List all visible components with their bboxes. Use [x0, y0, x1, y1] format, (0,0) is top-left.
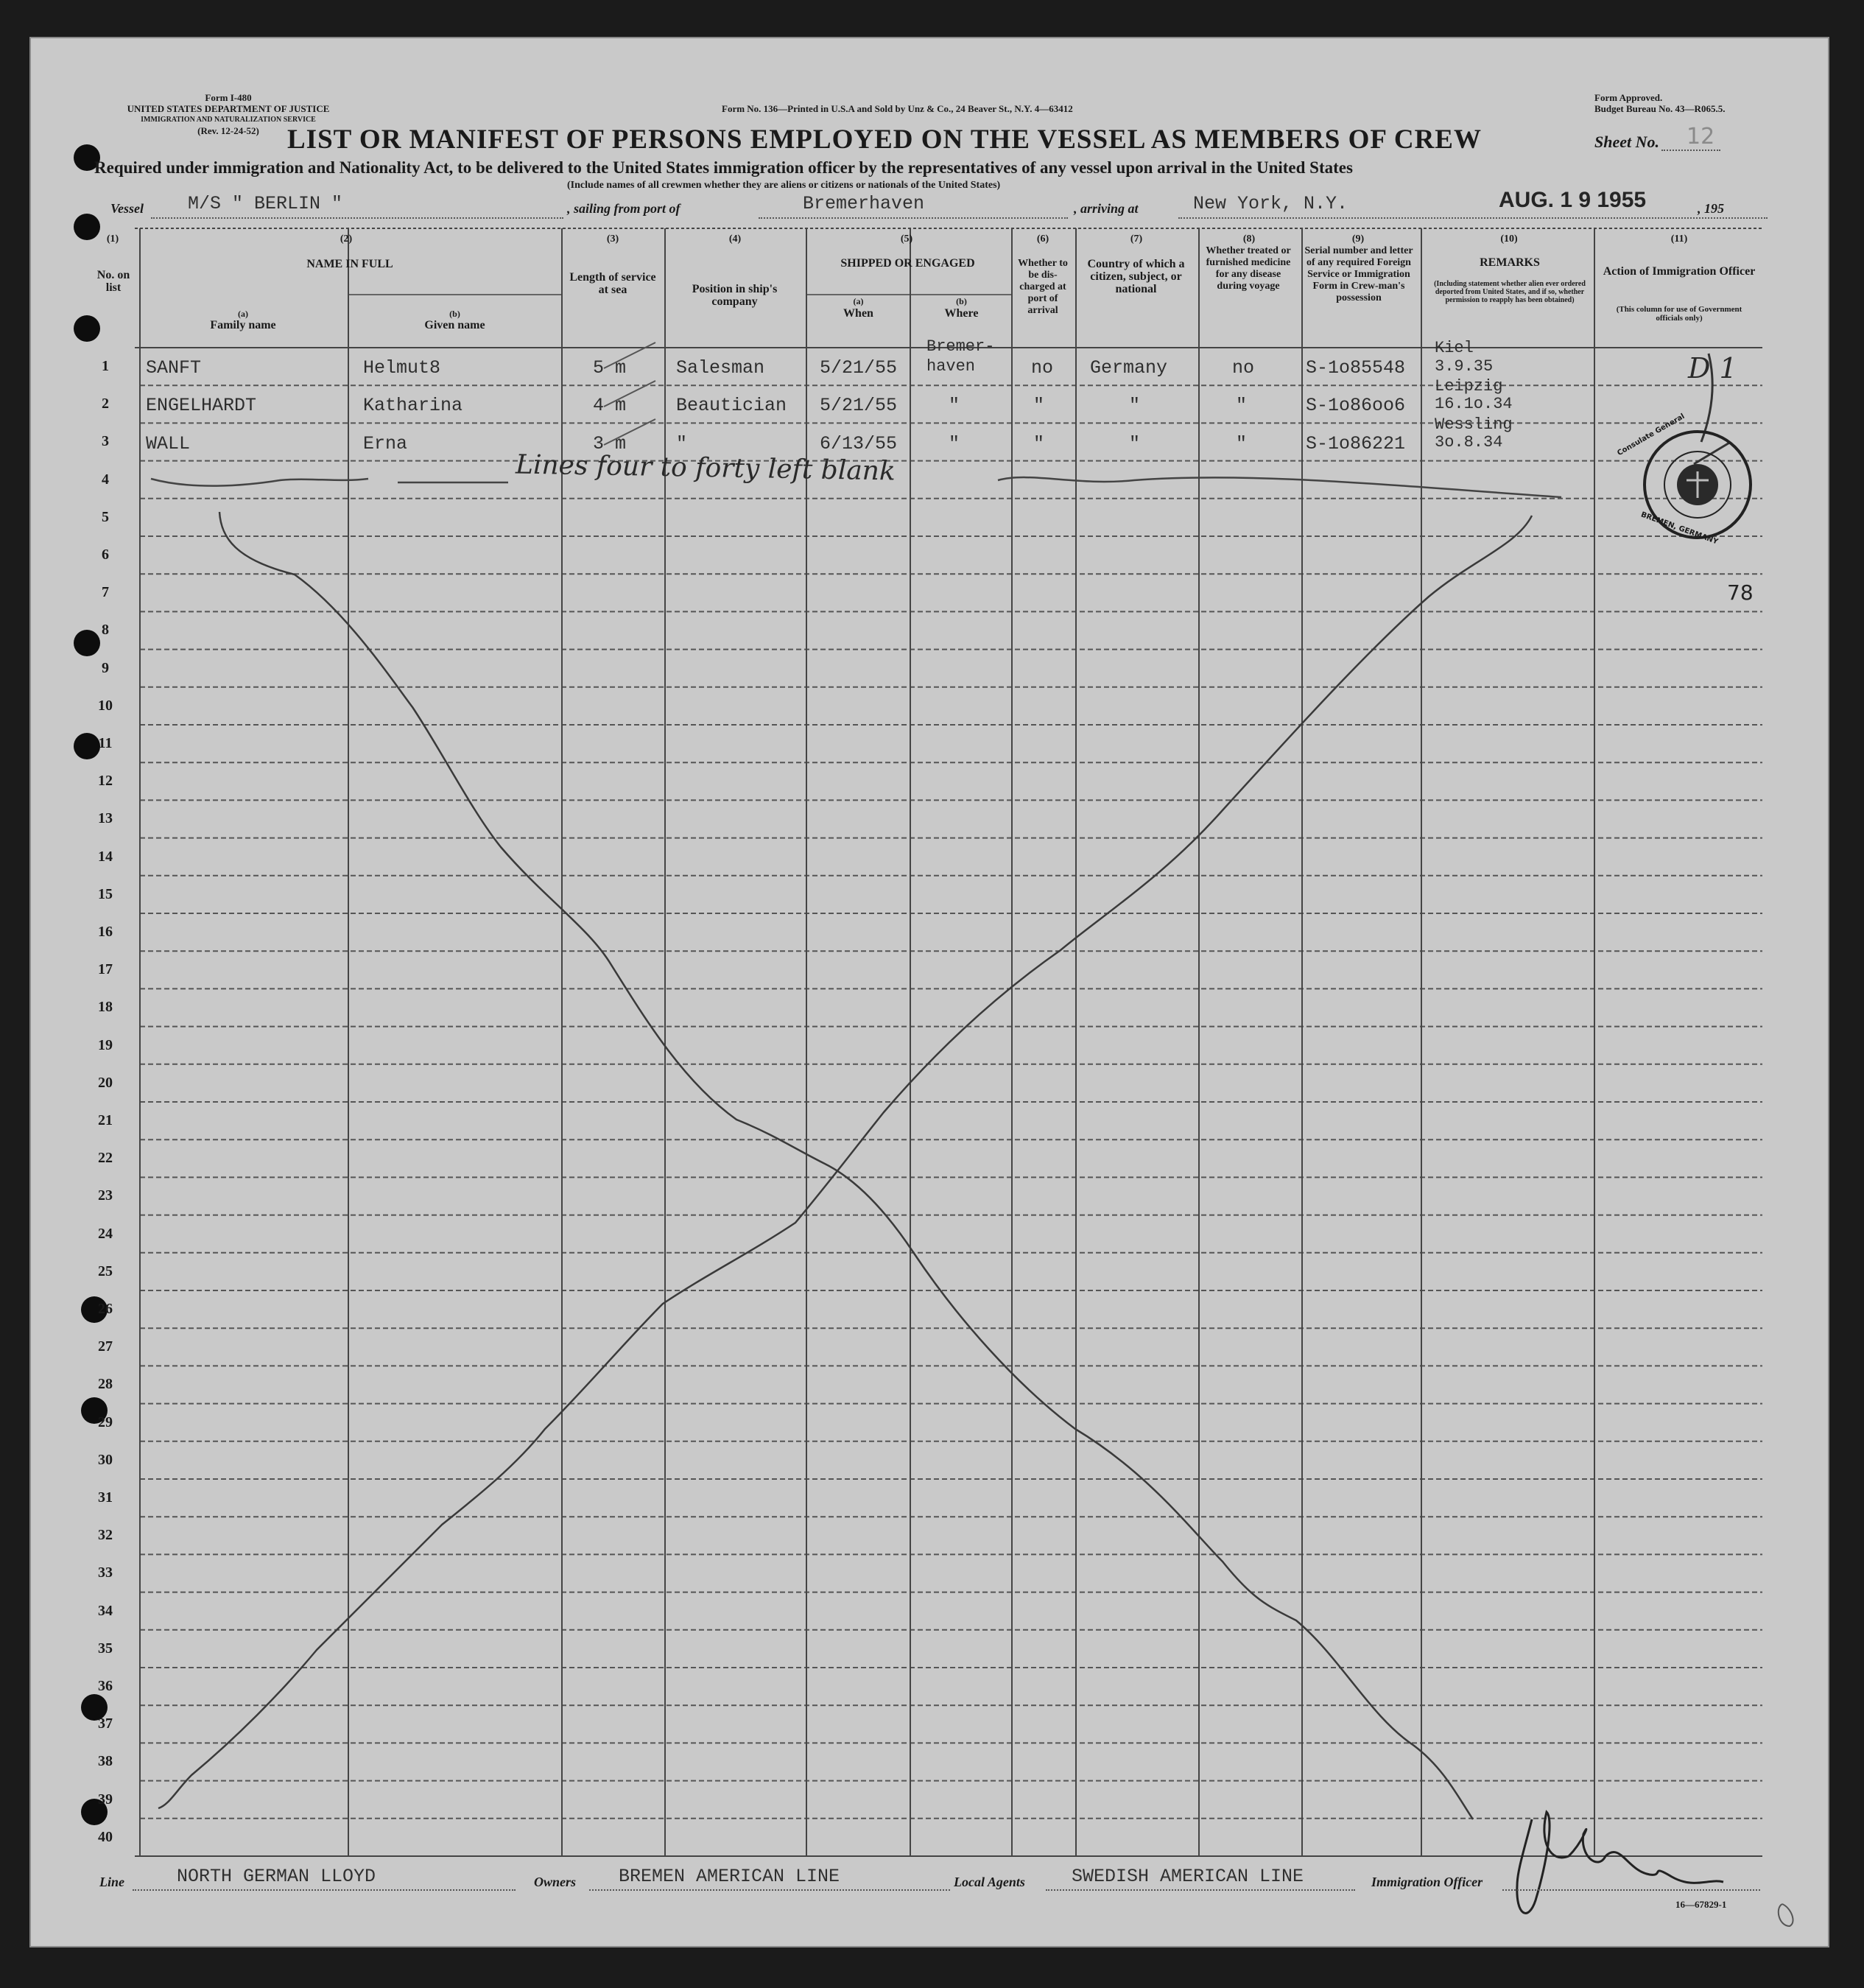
row-number: 38: [98, 1753, 113, 1770]
form-subtitle: Required under immigration and Nationality Act, to be delivered to the United States immigration officer by the representatives of any vessel upon arrival in the United States: [94, 158, 1353, 177]
row1-length: 5 m: [593, 357, 627, 379]
hdr-shipped: SHIPPED OR ENGAGED: [840, 257, 975, 270]
row1-when: 5/21/55: [820, 357, 898, 379]
row1-family: SANFT: [146, 357, 202, 379]
row-number: 23: [98, 1187, 113, 1204]
row-number: 17: [98, 961, 113, 978]
form-code: 16—67829-1: [1675, 1899, 1727, 1910]
row-number: 29: [98, 1413, 113, 1430]
row-number: 14: [98, 848, 113, 865]
row-number: 20: [98, 1074, 113, 1091]
hdr-medicine: Whether treated or furnished medicine for any disease during voyage: [1206, 245, 1291, 292]
line-value: NORTH GERMAN LLOYD: [177, 1866, 376, 1887]
col-num-7: (7): [1130, 233, 1143, 245]
hdr-where-b: (b): [956, 296, 967, 306]
col-num-5: (5): [900, 233, 913, 245]
row3-remarks-1: Wessling: [1435, 415, 1513, 434]
row-number: 25: [98, 1262, 113, 1279]
row-number: 18: [98, 999, 113, 1016]
arriving-port: New York, N.Y.: [1193, 193, 1348, 214]
hdr-given-b: (b): [449, 309, 460, 319]
row-number: 27: [98, 1338, 113, 1355]
row1-remarks-2: 3.9.35: [1435, 357, 1494, 376]
row2-given: Katharina: [363, 395, 463, 416]
row-number: 34: [98, 1602, 113, 1619]
row2-length: 4 m: [593, 395, 627, 416]
blank-lines-note: Lines four to forty left blank: [515, 449, 896, 487]
row2-discharged: ": [1033, 395, 1045, 416]
row3-length: 3 m: [593, 433, 627, 454]
sailing-port: Bremerhaven: [803, 193, 925, 214]
row-number: 13: [98, 810, 113, 827]
col-num-2: (2): [340, 233, 353, 245]
row2-when: 5/21/55: [820, 395, 898, 416]
row-number: 32: [98, 1527, 113, 1544]
col-num-4: (4): [728, 233, 742, 245]
col-num-1: (1): [106, 233, 119, 245]
row1-where-1: Bremer-: [926, 337, 995, 356]
row2-country: ": [1129, 395, 1141, 416]
hdr-remarks: REMARKS: [1480, 256, 1540, 269]
row3-medicine: ": [1236, 433, 1248, 454]
row-number: 2: [102, 396, 109, 412]
row2-family: ENGELHARDT: [146, 395, 257, 416]
sheet-number: 12: [1687, 124, 1715, 150]
hdr-name-in-full: NAME IN FULL: [306, 258, 393, 270]
service: IMMIGRATION AND NATURALIZATION SERVICE: [141, 116, 316, 124]
hdr-family-name: Family name: [210, 319, 276, 331]
col-num-8: (8): [1242, 233, 1256, 245]
hdr-when-a: (a): [853, 296, 864, 306]
row2-medicine: ": [1236, 395, 1248, 416]
printer-note: Form No. 136—Printed in U.S.A and Sold by Unz & Co., 24 Beaver St., N.Y. 4—63412: [722, 103, 1073, 114]
col-num-9: (9): [1351, 233, 1365, 245]
row-number: 36: [98, 1678, 113, 1694]
row-number: 40: [98, 1828, 113, 1845]
hdr-length-service: Length of service at sea: [569, 271, 656, 296]
row3-serial: S-1o86221: [1306, 433, 1406, 454]
revision: (Rev. 12-24-52): [197, 125, 259, 136]
agents-value: SWEDISH AMERICAN LINE: [1072, 1866, 1304, 1887]
year-suffix: , 195: [1698, 201, 1724, 216]
row-number: 26: [98, 1301, 113, 1317]
hdr-country: Country of which a citizen, subject, or national: [1087, 258, 1185, 295]
row-number: 15: [98, 885, 113, 902]
row3-when: 6/13/55: [820, 433, 898, 454]
form-approved: Form Approved.: [1594, 92, 1663, 103]
hdr-no-on-list: No. on list: [96, 269, 130, 294]
count-mark: 78: [1727, 580, 1754, 605]
row3-remarks-2: 3o.8.34: [1435, 433, 1503, 452]
arriving-label: , arriving at: [1074, 201, 1139, 216]
col-num-6: (6): [1036, 233, 1049, 245]
row-number: 4: [102, 471, 109, 488]
hdr-given-name: Given name: [424, 319, 485, 331]
stamp-top-text: Consulate General: [1616, 412, 1687, 458]
row-number: 28: [98, 1376, 113, 1393]
col-num-10: (10): [1500, 233, 1518, 245]
hdr-serial: Serial number and letter of any required Foreign Service or Immigration Form in Crew-man's possession: [1304, 245, 1413, 303]
row-number: 21: [98, 1112, 113, 1128]
action-mark: D 1: [1688, 352, 1737, 384]
hdr-position: Position in ship's company: [692, 283, 778, 308]
vessel-label: Vessel: [110, 201, 144, 216]
row2-where: ": [949, 395, 960, 416]
row3-position: ": [676, 433, 688, 454]
row-number: 12: [98, 773, 113, 790]
hdr-where: Where: [944, 307, 979, 320]
col-num-3: (3): [606, 233, 619, 245]
row-number: 1: [102, 358, 109, 374]
row3-given: Erna: [363, 433, 408, 454]
hdr-when: When: [843, 307, 873, 320]
row3-family: WALL: [146, 433, 191, 454]
row1-given: Helmut8: [363, 357, 441, 379]
col-num-11: (11): [1670, 233, 1688, 245]
row2-remarks-2: 16.1o.34: [1435, 395, 1513, 413]
row3-discharged: ": [1033, 433, 1045, 454]
row-number: 37: [98, 1715, 113, 1732]
line-label: Line: [99, 1875, 124, 1889]
row-number: 35: [98, 1640, 113, 1657]
form-number: Form I-480: [205, 92, 252, 103]
hdr-family-a: (a): [238, 309, 248, 319]
row-number: 10: [98, 697, 113, 714]
row1-position: Salesman: [676, 357, 765, 379]
row-number: 16: [98, 924, 113, 940]
vessel-name: M/S " BERLIN ": [188, 193, 343, 214]
sailing-label: , sailing from port of: [567, 201, 680, 216]
crew-note: (Include names of all crewmen whether they are aliens or citizens or nationals of the United States): [567, 180, 1001, 191]
budget-number: Budget Bureau No. 43—R065.5.: [1594, 103, 1726, 114]
row-number: 3: [102, 433, 109, 450]
row1-serial: S-1o85548: [1306, 357, 1406, 379]
row3-where: ": [949, 433, 960, 454]
row-number: 9: [102, 659, 109, 676]
department: UNITED STATES DEPARTMENT OF JUSTICE: [127, 103, 330, 114]
row-number: 19: [98, 1036, 113, 1053]
row-number: 31: [98, 1489, 113, 1506]
hdr-action-note: (This column for use of Government officials only): [1616, 305, 1742, 323]
row-number: 30: [98, 1451, 113, 1468]
row1-country: Germany: [1090, 357, 1168, 379]
agents-label: Local Agents: [954, 1875, 1025, 1889]
row-number: 6: [102, 547, 109, 563]
row-number: 24: [98, 1225, 113, 1242]
row-number: 8: [102, 622, 109, 639]
row2-remarks-1: Leipzig: [1435, 377, 1503, 396]
hdr-remarks-note: (Including statement whether alien ever ordered deported from United States, and if so, whether permission to reapply has been obtained): [1434, 280, 1586, 304]
arrival-date: AUG. 1 9 1955: [1499, 188, 1647, 212]
row1-where-2: haven: [926, 357, 976, 376]
row-number: 22: [98, 1150, 113, 1167]
row1-remarks-1: Kiel: [1435, 339, 1474, 357]
row-number: 33: [98, 1564, 113, 1581]
row-number: 11: [98, 735, 113, 751]
form-title: LIST OR MANIFEST OF PERSONS EMPLOYED ON THE VESSEL AS MEMBERS OF CREW: [287, 124, 1482, 155]
row2-serial: S-1o86oo6: [1306, 395, 1406, 416]
stamp-bottom-text: BREMEN, GERMANY: [1639, 510, 1720, 547]
officer-label: Immigration Officer: [1371, 1875, 1483, 1889]
sheet-label: Sheet No.: [1594, 133, 1659, 151]
hdr-discharged: Whether to be dis-charged at port of arrival: [1018, 258, 1068, 316]
row1-discharged: no: [1031, 357, 1054, 379]
row-number: 39: [98, 1791, 113, 1808]
row-number: 5: [102, 508, 109, 525]
owners-value: BREMEN AMERICAN LINE: [619, 1866, 840, 1887]
row2-position: Beautician: [676, 395, 787, 416]
row1-medicine: no: [1232, 357, 1255, 379]
owners-label: Owners: [534, 1875, 577, 1889]
hdr-action: Action of Immigration Officer: [1603, 265, 1756, 278]
row3-country: ": [1129, 433, 1141, 454]
row-number: 7: [102, 584, 109, 601]
